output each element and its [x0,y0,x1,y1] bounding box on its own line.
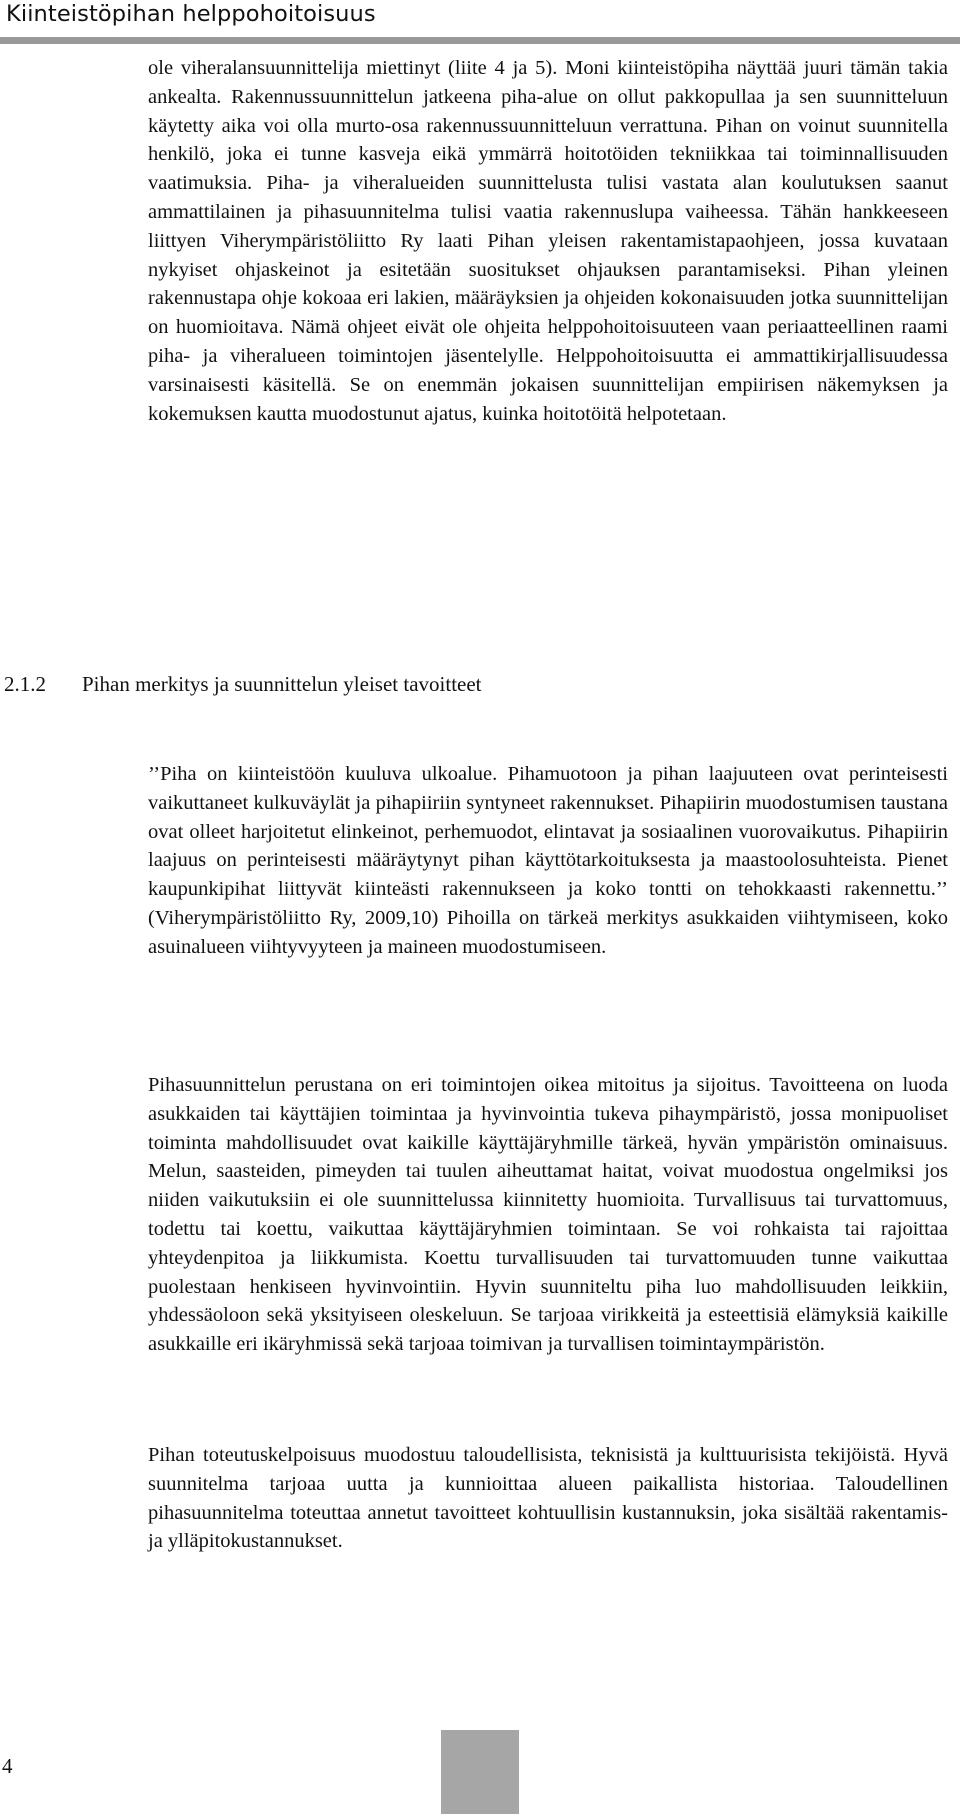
section-title: Pihan merkitys ja suunnittelun yleiset tavoitteet [82,672,482,696]
paragraph-block-3 [148,1071,948,1359]
document-title: Kiinteistöpihan helppohoitoisuus [6,1,376,27]
page-number: 4 [2,1754,13,1778]
running-header [0,0,960,38]
paragraph-text: Pihasuunnittelun perustana on eri toimintojen oikea mitoitus ja sijoitus. Tavoitteena on luoda asukkaiden tai käyttäjien toimintaa ja hyvinvointia tukeva pihaympäristö, jossa monipuoliset toiminta mahdollisuudet ovat kaikille käyttäjäryhmille tärkeä, hyvän ympäristön ominaisuus. Melun, saasteiden, pimeyden tai tuulen aiheuttamat haitat, voivat muodostua ongelmiksi jos niiden vaikutuksiin ei ole suunnittelussa kiinnitetty huomioita. Turvallisuus tai turvattomuus, todettu tai koettu, vaikuttaa käyttäjäryhmien toimintaan. Se voi rohkaista tai rajoittaa yhteydenpitoa ja liikkumista. Koettu turvallisuuden tai turvattomuuden tunne vaikuttaa puolestaan henkiseen hyvinvointiin. Hyvin suunniteltu piha luo mahdollisuuden leikkiin, yhdessäoloon sekä yksityiseen oleskeluun. Se tarjoaa virikkeitä ja esteettisiä elämyksiä kaikille asukkaille eri ikäryhmissä sekä tarjoaa toimivan ja turvallisen toimintaympäristön. [148,1074,948,1356]
header-rule [0,37,960,44]
paragraph-text: ole viheralansuunnittelija miettinyt (liite 4 ja 5). Moni kiinteistöpiha näyttää juuri tämän takia ankealta. Rakennussuunnittelun jatkeena piha-alue on ollut pakkopullaa ja sen suunnitteluun käytetty aika voi olla murto-osa rakennussuunnitteluun verrattuna. Pihan on voinut suunnitella henkilö, joka ei tunne kasveja eikä ymmärrä hoitotöiden tekniikkaa tai toiminnallisuuden vaatimuksia. Piha- ja viheralueiden suunnittelusta tulisi vastata alan koulutuksen saanut ammattilainen ja pihasuunnitelma tulisi vaatia rakennuslupa vaiheessa. Tähän hankkeeseen liittyen Viherympäristöliitto Ry laati Pihan yleisen rakentamistapaohjeen, jossa kuvataan nykyiset ohjaskeinot ja esitetään suositukset ohjauksen parantamiseksi. Pihan yleinen rakennustapa ohje kokoaa eri lakien, määräyksien ja ohjeiden kokonaisuuden jotka suunnittelijan on huomioitava. Nämä ohjeet eivät ole ohjeita helppohoitoisuuteen vaan periaatteellinen raami piha- ja viheralueen toimintojen jäsentelylle. Helppohoitoisuutta ei ammattikirjallisuudessa varsinaisesti käsitellä. Se on enemmän jokaisen suunnittelijan empiirisen näkemyksen ja kokemuksen kautta muodostunut ajatus, kuinka hoitotöitä helpotetaan. [148,57,948,425]
quote-paragraph: ’’Piha on kiinteistöön kuuluva ulkoalue. Pihamuotoon ja pihan laajuuteen ovat perinteisesti vaikuttaneet kulkuväylät ja pihapiiriin syntyneet rakennukset. Pihapiirin muodostumisen taustana ovat olleet harjoitetut elinkeinot, perhemuodot, elintavat ja sosiaalinen vuorovaikutus. Pihapiirin laajuus on perinteisesti määräytynyt pihan käyttötarkoituksesta ja maastoolosuhteista. Pienet kaupunkipihat liittyvät kiinteästi rakennukseen ja koko tontti on tehokkaasti rakennettu.’’ (Viherympäristöliitto Ry, 2009,10) Pihoilla on tärkeä merkitys asukkaiden viihtymiseen, koko asuinalueen viihtyvyyteen ja maineen muodostumiseen. [148,763,948,958]
paragraph-text: Pihan toteutuskelpoisuus muodostuu taloudellisista, teknisistä ja kulttuurisista tekijöistä. Hyvä suunnitelma tarjoaa uutta ja kunnioittaa alueen paikallista historiaa. Taloudellinen pihasuunnitelma toteuttaa annetut tavoitteet kohtuullisin kustannuksin, joka sisältää rakentamis- ja ylläpitokustannukset. [148,1444,948,1553]
section-number: 2.1.2 [4,672,46,696]
paragraph-block-4 [148,1441,948,1556]
paragraph-block-2 [148,760,948,962]
paragraph-block-1 [148,54,948,428]
footer-decoration-bar [441,1730,519,1814]
section-heading [4,670,482,698]
